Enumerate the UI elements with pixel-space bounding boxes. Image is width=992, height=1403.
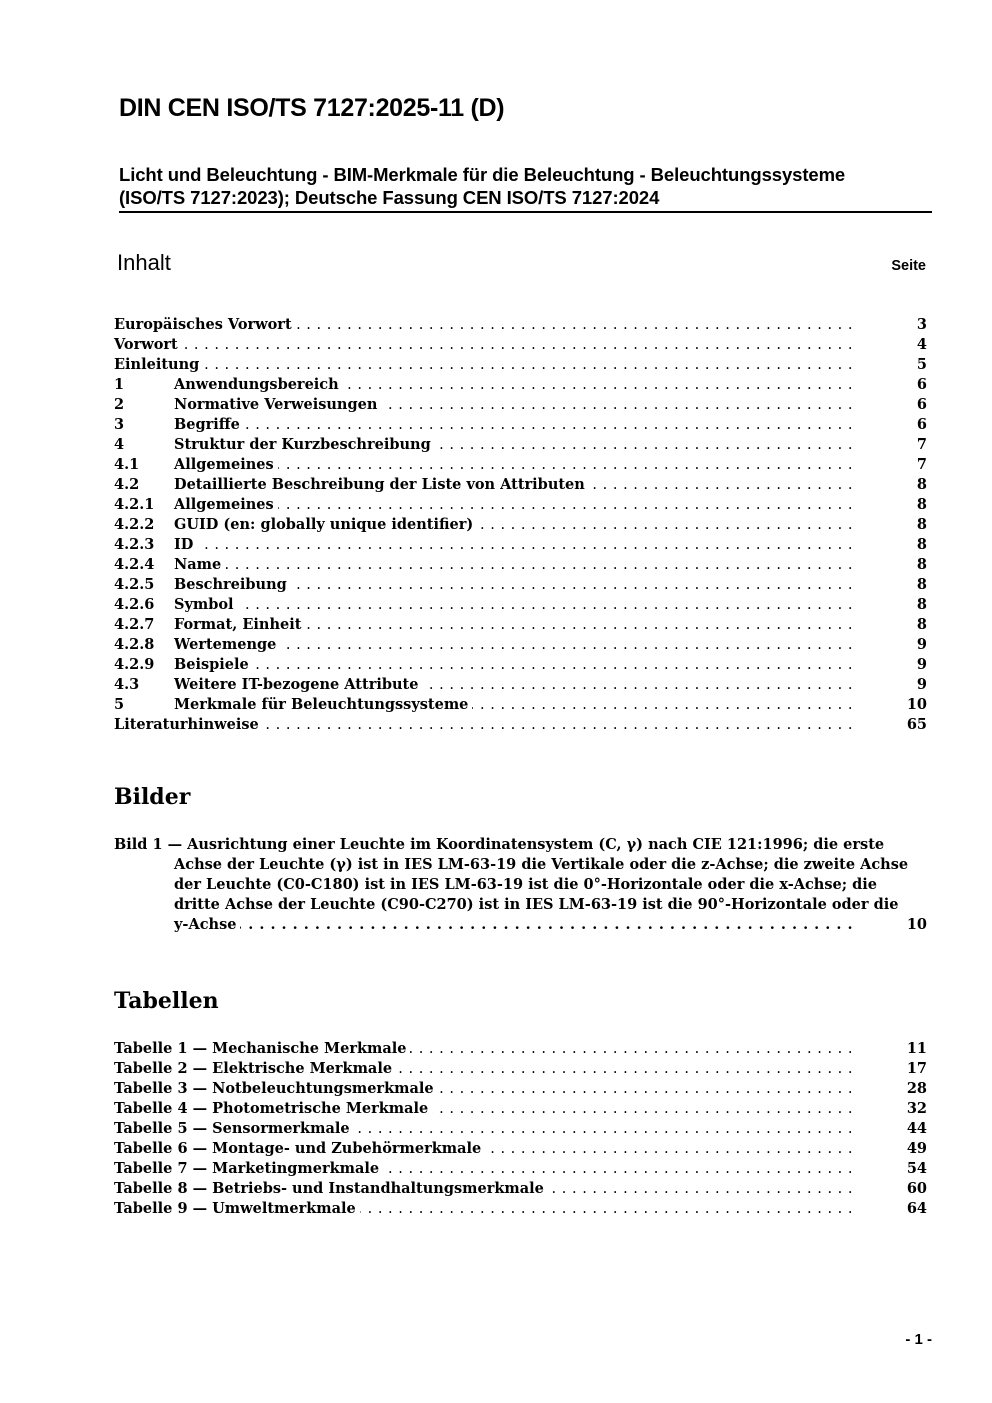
dot-leader <box>253 655 891 675</box>
dot-leader <box>238 595 891 615</box>
dot-leader <box>263 715 891 735</box>
toc-entry-number: 2 <box>114 396 125 413</box>
toc-entry-number: 4.2.4 <box>114 556 155 573</box>
toc-entry-number: 3 <box>114 416 125 433</box>
toc-entry[interactable] <box>114 515 927 535</box>
toc-entry-title: Tabelle 1 — Mechanische Merkmale <box>114 1039 410 1059</box>
toc-entry[interactable] <box>114 1079 927 1099</box>
toc-entry-page: 4 <box>891 335 927 355</box>
dot-leader <box>477 515 891 535</box>
toc-entry-title: Begriffe <box>174 415 244 435</box>
document-title <box>119 163 932 213</box>
toc-entry-page: 8 <box>891 495 927 515</box>
figure-entry-line-4: dritte Achse der Leuchte (C90-C270) ist in IES LM-63-19 ist die 90°-Horizontale oder die <box>174 896 899 913</box>
toc-entry-page: 9 <box>891 655 927 675</box>
toc-entry-page: 32 <box>891 1099 927 1119</box>
dot-leader <box>225 555 891 575</box>
toc-entry-page: 8 <box>891 575 927 595</box>
toc-entry-title: Tabelle 9 — Umweltmerkmale <box>114 1199 360 1219</box>
toc-entry[interactable] <box>114 435 927 455</box>
document-title-line-2: (ISO/TS 7127:2023); Deutsche Fassung CEN ISO/TS 7127:2024 <box>119 187 660 208</box>
toc-entry[interactable] <box>114 475 927 495</box>
toc-entry-page: 28 <box>891 1079 927 1099</box>
toc-entry-page: 11 <box>891 1039 927 1059</box>
dot-leader <box>410 1039 891 1059</box>
page-number: - 1 - <box>905 1331 932 1348</box>
toc-entry-title: GUID (en: globally unique identifier) <box>174 515 477 535</box>
toc-entry-page: 54 <box>891 1159 927 1179</box>
toc-entry-number: 4.2.3 <box>114 536 155 553</box>
toc-entry-title: Format, Einheit <box>174 615 305 635</box>
toc-entry-title: Symbol <box>174 595 238 615</box>
toc-entry-number: 4.2.1 <box>114 496 155 513</box>
dot-leader <box>278 495 891 515</box>
dot-leader <box>360 1199 891 1219</box>
toc-entry[interactable] <box>114 315 927 335</box>
toc-entry-page: 6 <box>891 375 927 395</box>
toc-entry[interactable] <box>114 1059 927 1079</box>
figure-entry-line-1: Bild 1 — Ausrichtung einer Leuchte im Koordinatensystem (C, γ) nach CIE 121:1996; die erste <box>114 836 885 853</box>
toc-entry-page: 60 <box>891 1179 927 1199</box>
toc-entry-page: 9 <box>891 675 927 695</box>
dot-leader <box>472 695 891 715</box>
dot-leader <box>280 635 891 655</box>
toc-entry-title: Tabelle 7 — Marketingmerkmale <box>114 1159 383 1179</box>
list-of-tables <box>114 1039 927 1219</box>
dot-leader <box>396 1059 891 1079</box>
toc-entry-page: 8 <box>891 535 927 555</box>
toc-entry-page: 17 <box>891 1059 927 1079</box>
toc-entry-page: 64 <box>891 1199 927 1219</box>
toc-entry[interactable] <box>114 415 927 435</box>
dot-leader <box>548 1179 891 1199</box>
toc-entry-title: Literaturhinweise <box>114 715 263 735</box>
toc-entry-page: 9 <box>891 635 927 655</box>
toc-entry-page: 49 <box>891 1139 927 1159</box>
toc-entry-number: 4.2.7 <box>114 616 155 633</box>
dot-leader <box>343 375 891 395</box>
toc-entry-title: Weitere IT-bezogene Attribute <box>174 675 422 695</box>
toc-entry-number: 4.3 <box>114 676 140 693</box>
toc-entry-title: Anwendungsbereich <box>174 375 343 395</box>
dot-leader <box>182 335 891 355</box>
toc-entry[interactable] <box>114 595 927 615</box>
toc-entry-title: Tabelle 8 — Betriebs- und Instandhaltungsmerkmale <box>114 1179 548 1199</box>
toc-entry[interactable] <box>114 575 927 595</box>
dot-leader <box>485 1139 891 1159</box>
toc-entry-title: Allgemeines <box>174 495 278 515</box>
toc-entry[interactable] <box>114 375 927 395</box>
toc-entry-number: 4 <box>114 436 125 453</box>
toc-entry[interactable] <box>114 695 927 715</box>
toc-entry-number: 4.2 <box>114 476 140 493</box>
toc-entry[interactable] <box>114 335 927 355</box>
toc-entry-title: Struktur der Kurzbeschreibung <box>174 435 435 455</box>
toc-entry[interactable] <box>114 1039 927 1059</box>
toc-entry[interactable] <box>114 355 927 375</box>
toc-entry[interactable] <box>114 535 927 555</box>
toc-entry-number: 4.2.8 <box>114 636 155 653</box>
toc-entry-page: 6 <box>891 415 927 435</box>
toc-entry-title: Name <box>174 555 225 575</box>
toc-entry[interactable] <box>114 675 927 695</box>
toc-entry[interactable] <box>114 395 927 415</box>
dot-leader <box>435 435 891 455</box>
toc-entry-title: Wertemenge <box>174 635 280 655</box>
toc-entry-title: Tabelle 6 — Montage- und Zubehörmerkmale <box>114 1139 485 1159</box>
toc-entry[interactable] <box>114 715 927 735</box>
toc-entry-number: 4.2.6 <box>114 596 155 613</box>
toc-entry-number: 4.2.9 <box>114 656 155 673</box>
toc-entry-page: 10 <box>891 695 927 715</box>
figure-entry-page: 10 <box>891 915 927 935</box>
dot-leader <box>197 535 891 555</box>
toc-entry-number: 5 <box>114 696 125 713</box>
toc-entry-number: 1 <box>114 376 125 393</box>
dot-leader <box>240 915 891 935</box>
page-column-label: Seite <box>891 258 926 274</box>
toc-entry-page: 5 <box>891 355 927 375</box>
toc-entry[interactable] <box>114 615 927 635</box>
toc-entry-title: Allgemeines <box>174 455 278 475</box>
figures-heading: Bilder <box>114 784 191 810</box>
toc-entry[interactable] <box>114 1139 927 1159</box>
dot-leader <box>278 455 891 475</box>
document-title-line-1: Licht und Beleuchtung - BIM-Merkmale für die Beleuchtung - Beleuchtungssysteme <box>119 164 846 185</box>
toc-entry-page: 44 <box>891 1119 927 1139</box>
toc-entry[interactable] <box>114 555 927 575</box>
toc-entry[interactable] <box>114 655 927 675</box>
toc-entry-title: Europäisches Vorwort <box>114 315 296 335</box>
tables-heading: Tabellen <box>114 988 219 1014</box>
toc-entry-page: 8 <box>891 475 927 495</box>
toc-entry-page: 6 <box>891 395 927 415</box>
dot-leader <box>203 355 891 375</box>
toc-entry-title: Beispiele <box>174 655 253 675</box>
toc-entry-title: Tabelle 5 — Sensormerkmale <box>114 1119 354 1139</box>
toc-entry-title: Tabelle 3 — Notbeleuchtungsmerkmale <box>114 1079 438 1099</box>
toc-entry-title: Normative Verweisungen <box>174 395 381 415</box>
dot-leader <box>291 575 891 595</box>
toc-entry-title: Tabelle 4 — Photometrische Merkmale <box>114 1099 432 1119</box>
figure-entry-line-2: Achse der Leuchte (γ) ist in IES LM-63-19 die Vertikale oder die z-Achse; die zweite Achse <box>174 856 909 873</box>
toc-entry-page: 3 <box>891 315 927 335</box>
document-id: DIN CEN ISO/TS 7127:2025-11 (D) <box>119 94 505 122</box>
toc-entry[interactable] <box>114 1159 927 1179</box>
dot-leader <box>589 475 891 495</box>
toc-entry-page: 8 <box>891 615 927 635</box>
dot-leader <box>432 1099 891 1119</box>
toc-entry[interactable] <box>114 1199 927 1219</box>
toc-entry-number: 4.2.5 <box>114 576 155 593</box>
dot-leader <box>438 1079 891 1099</box>
toc-entry-title: ID <box>174 535 197 555</box>
toc-entry[interactable] <box>114 1119 927 1139</box>
toc-entry-page: 7 <box>891 455 927 475</box>
dot-leader <box>305 615 891 635</box>
toc-entry-number: 4.1 <box>114 456 140 473</box>
toc-entry-title: Vorwort <box>114 335 182 355</box>
dot-leader <box>354 1119 891 1139</box>
toc-entry-title: Einleitung <box>114 355 203 375</box>
toc-entry-title: Merkmale für Beleuchtungssysteme <box>174 695 472 715</box>
toc-entry[interactable] <box>114 1099 927 1119</box>
toc-heading: Inhalt <box>117 250 171 275</box>
toc-entry-title: Beschreibung <box>174 575 291 595</box>
dot-leader <box>381 395 891 415</box>
toc-entry-page: 8 <box>891 555 927 575</box>
figure-entry-line-5: y-Achse <box>174 915 240 935</box>
dot-leader <box>383 1159 891 1179</box>
toc-entry-page: 7 <box>891 435 927 455</box>
figure-entry[interactable] <box>114 835 927 935</box>
toc-entry-title: Tabelle 2 — Elektrische Merkmale <box>114 1059 396 1079</box>
toc-entry[interactable] <box>114 635 927 655</box>
toc-entry-number: 4.2.2 <box>114 516 155 533</box>
toc-entry[interactable] <box>114 1179 927 1199</box>
toc-entry-page: 65 <box>891 715 927 735</box>
toc-entry-page: 8 <box>891 595 927 615</box>
toc-entry-page: 8 <box>891 515 927 535</box>
dot-leader <box>422 675 891 695</box>
dot-leader <box>244 415 891 435</box>
figure-entry-line-3: der Leuchte (C0-C180) ist in IES LM-63-19 ist die 0°-Horizontale oder die x-Achse; die <box>174 876 878 893</box>
dot-leader <box>296 315 891 335</box>
table-of-contents <box>114 315 927 735</box>
toc-entry-title: Detaillierte Beschreibung der Liste von Attributen <box>174 475 589 495</box>
toc-entry[interactable] <box>114 495 927 515</box>
toc-entry[interactable] <box>114 455 927 475</box>
